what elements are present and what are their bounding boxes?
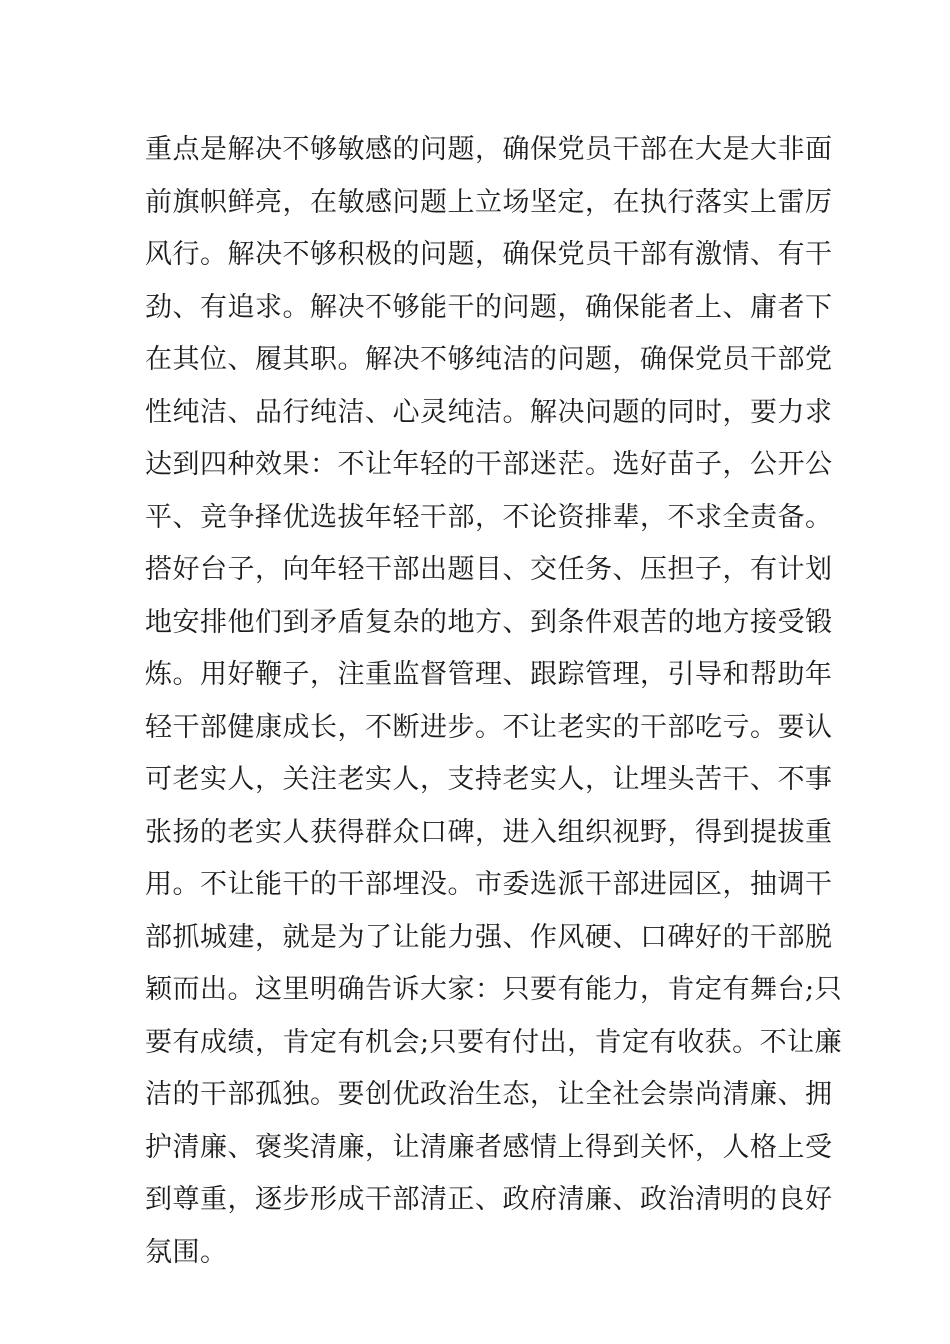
text-line: 可老实人，关注老实人，支持老实人，让埋头苦干、不事	[145, 764, 833, 795]
text-line: 炼。用好鞭子，注重监督管理、跟踪管理，引导和帮助年	[145, 659, 833, 690]
text-line: 地安排他们到矛盾复杂的地方、到条件艰苦的地方接受锻	[145, 606, 833, 638]
text-line: 张扬的老实人获得群众口碑，进入组织视野，得到提拔重	[145, 816, 833, 848]
text-line: 洁的干部孤独。要创优政治生态，让全社会崇尚清廉、拥	[145, 1079, 833, 1110]
text-line: 性纯洁、品行纯洁、心灵纯洁。解决问题的同时，要力求	[145, 396, 833, 428]
text-line: 风行。解决不够积极的问题，确保党员干部有激情、有干	[145, 239, 833, 270]
text-line: 达到四种效果：不让年轻的干部迷茫。选好苗子，公开公	[145, 449, 833, 480]
text-line: 要有成绩，肯定有机会;只要有付出，肯定有收获。不让廉	[145, 1026, 843, 1058]
text-line: 用。不让能干的干部埋没。市委选派干部进园区，抽调干	[145, 869, 833, 900]
text-line: 颖而出。这里明确告诉大家：只要有能力，肯定有舞台;只	[145, 974, 843, 1005]
text-line: 轻干部健康成长，不断进步。不让老实的干部吃亏。要认	[145, 711, 833, 743]
text-line: 重点是解决不够敏感的问题，确保党员干部在大是大非面	[145, 134, 833, 165]
text-line: 前旗帜鲜亮，在敏感问题上立场坚定，在执行落实上雷厉	[145, 186, 833, 218]
text-line: 搭好台子，向年轻干部出题目、交任务、压担子，有计划	[145, 554, 833, 585]
text-line: 到尊重，逐步形成干部清正、政府清廉、政治清明的良好	[145, 1184, 833, 1215]
text-line: 在其位、履其职。解决不够纯洁的问题，确保党员干部党	[145, 344, 833, 375]
body-paragraph	[145, 124, 843, 1279]
text-line: 部抓城建，就是为了让能力强、作风硬、口碑好的干部脱	[145, 921, 833, 953]
text-line: 氛围。	[145, 1236, 228, 1268]
text-line: 平、竞争择优选拔年轻干部，不论资排辈，不求全责备。	[145, 501, 833, 533]
text-line: 护清廉、褒奖清廉，让清廉者感情上得到关怀，人格上受	[145, 1131, 833, 1163]
text-line: 劲、有追求。解决不够能干的问题，确保能者上、庸者下	[145, 291, 833, 323]
